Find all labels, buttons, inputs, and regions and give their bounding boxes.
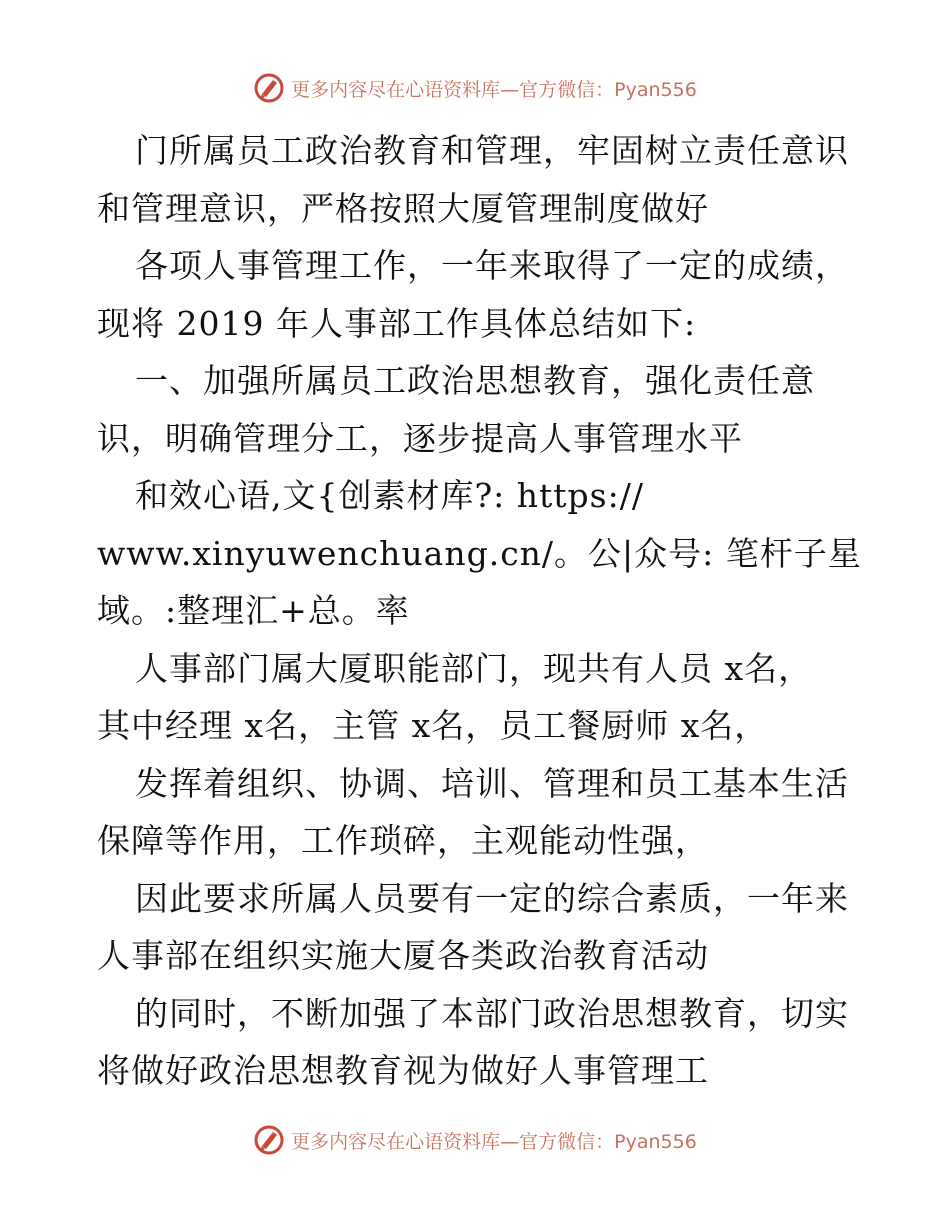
body-line-14: 因此要求所属人员要有一定的综合素质，一年来 <box>135 878 849 918</box>
body-line-3: 各项人事管理工作，一年来取得了一定的成绩， <box>135 246 849 285</box>
body-line-8: www.xinyuwenchuang.cn/。公|众号: 笔杆子星 <box>97 533 862 573</box>
body-line-6: 识，明确管理分工，逐步提高人事管理水平 <box>97 418 743 458</box>
body-line-10: 人事部门属大厦职能部门，现共有人员 x名， <box>135 648 813 688</box>
logo-icon <box>253 72 285 104</box>
document-body <box>97 122 867 1100</box>
header-banner <box>0 72 950 104</box>
footer-banner <box>0 1124 950 1156</box>
body-line-17: 将做好政治思想教育视为做好人事管理工 <box>97 1051 709 1090</box>
body-line-13: 保障等作用，工作琐碎，主观能动性强， <box>97 821 709 860</box>
body-line-15: 人事部在组织实施大厦各类政治教育活动 <box>97 936 709 975</box>
body-line-11: 其中经理 x名，主管 x名，员工餐厨师 x名， <box>97 706 769 745</box>
footer-banner-text: 更多内容尽在心语资料库—官方微信：Pyan556 <box>291 1130 697 1153</box>
body-line-9: 域。:整理汇+总。率 <box>97 591 410 630</box>
body-line-16: 的同时，不断加强了本部门政治思想教育，切实 <box>135 993 849 1033</box>
body-line-2: 和管理意识，严格按照大厦管理制度做好 <box>97 188 709 228</box>
body-line-12: 发挥着组织、协调、培训、管理和员工基本生活 <box>135 763 849 803</box>
body-line-7: 和效心语,文{创素材库?: https:// <box>135 476 644 515</box>
body-line-1: 门所属员工政治教育和管理，牢固树立责任意识 <box>135 131 849 170</box>
body-line-4: 现将 2019 年人事部工作具体总结如下: <box>97 303 697 343</box>
logo-icon <box>253 1124 285 1156</box>
body-line-5: 一、加强所属员工政治思想教育，强化责任意 <box>135 361 815 400</box>
header-banner-text: 更多内容尽在心语资料库—官方微信：Pyan556 <box>291 78 697 101</box>
